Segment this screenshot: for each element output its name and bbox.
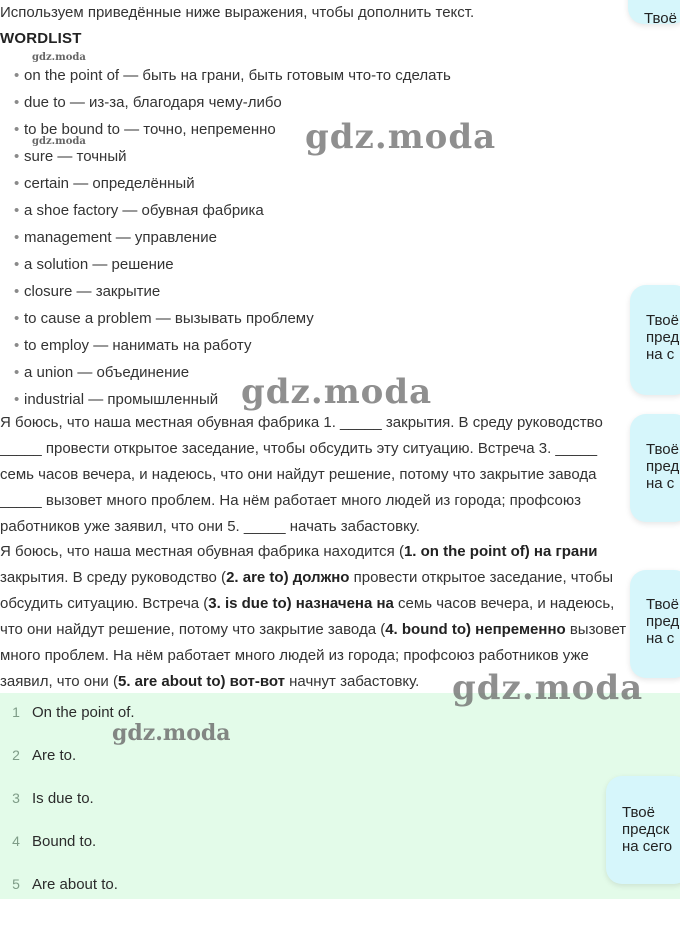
wordlist-item: • industrial — промышленный [14, 390, 451, 417]
watermark-logo: gdz.moda [32, 136, 86, 147]
wordlist-item: • management — управление [14, 228, 451, 255]
answer-value: On the point of. [32, 704, 135, 721]
answer-row [0, 786, 94, 810]
wordlist-item: • a solution — решение [14, 255, 451, 282]
promo-card[interactable]: Твоё пред на с [630, 285, 680, 395]
answer-row [0, 829, 96, 853]
task-line: _____ провести открытое заседание, чтобы обсудить эту ситуацию. Встреча 3. _____ [0, 440, 598, 457]
answer-line: Я боюсь, что наша местная обувная фабрика находится (1. on the point of) на грани [0, 543, 598, 560]
watermark-logo: gdz.moda [241, 372, 433, 412]
wordlist-item: • due to — из-за, благодаря чему-либо [14, 93, 451, 120]
wordlist-heading: WORDLIST [0, 30, 82, 47]
promo-card[interactable]: Твоё пред на с [630, 414, 680, 522]
promo-card[interactable]: Твоё пред на с [630, 570, 680, 678]
answer-row [0, 743, 76, 767]
wordlist-item: • a shoe factory — обувная фабрика [14, 201, 451, 228]
promo-card[interactable]: Твоё предск на сего [606, 776, 680, 884]
watermark-logo: gdz.moda [112, 720, 231, 746]
answer-line: заявил, что они (5. are about to) вот-вот начнут забастовку. [0, 673, 420, 690]
promo-card[interactable]: Твоё [628, 0, 680, 24]
task-line: семь часов вечера, и надеюсь, что они найдут решение, потому что закрытие завода [0, 466, 597, 483]
wordlist-item: • on the point of — быть на грани, быть готовым что-то сделать [14, 66, 451, 93]
task-line: Я боюсь, что наша местная обувная фабрика 1. _____ закрытия. В среду руководство [0, 414, 603, 431]
answer-line: обсудить ситуацию. Встреча (3. is due to) назначена на семь часов вечера, и надеюсь, [0, 595, 615, 612]
wordlist-item: • closure — закрытие [14, 282, 451, 309]
answer-number: 4 [12, 833, 20, 849]
answer-row [0, 872, 118, 896]
task-line: _____ вызовет много проблем. На нём работает много людей из города; профсоюз [0, 492, 581, 509]
answer-number: 3 [12, 790, 20, 806]
answer-line: что они найдут решение, потому что закрытие завода (4. bound to) непременно вызовет [0, 621, 627, 638]
watermark-logo: gdz.moda [32, 52, 86, 63]
wordlist-item: • sure — точный [14, 147, 451, 174]
watermark-logo: gdz.moda [305, 117, 497, 157]
answer-line: закрытия. В среду руководство (2. are to) должно провести открытое заседание, чтобы [0, 569, 614, 586]
answer-number: 1 [12, 704, 20, 720]
answer-value: Are about to. [32, 876, 118, 893]
wordlist-item: • to cause a problem — вызывать проблему [14, 309, 451, 336]
wordlist-item: • certain — определённый [14, 174, 451, 201]
wordlist-item: • a union — объединение [14, 363, 451, 390]
answers-panel [0, 693, 680, 899]
answer-number: 5 [12, 876, 20, 892]
answer-value: Is due to. [32, 790, 94, 807]
watermark-logo: gdz.moda [452, 668, 644, 708]
wordlist-item: • to employ — нанимать на работу [14, 336, 451, 363]
task-text [0, 410, 640, 540]
answer-value: Are to. [32, 747, 77, 764]
answer-line: много проблем. На нём работает много людей из города; профсоюз работников уже [0, 647, 589, 664]
wordlist-item: • to be bound to — точно, непременно [14, 120, 451, 147]
task-line: работников уже заявил, что они 5. _____ начать забастовку. [0, 518, 420, 535]
intro-text: Используем приведённые ниже выражения, чтобы дополнить текст. [0, 4, 475, 21]
answer-value: Bound to. [32, 833, 97, 850]
answer-number: 2 [12, 747, 20, 763]
